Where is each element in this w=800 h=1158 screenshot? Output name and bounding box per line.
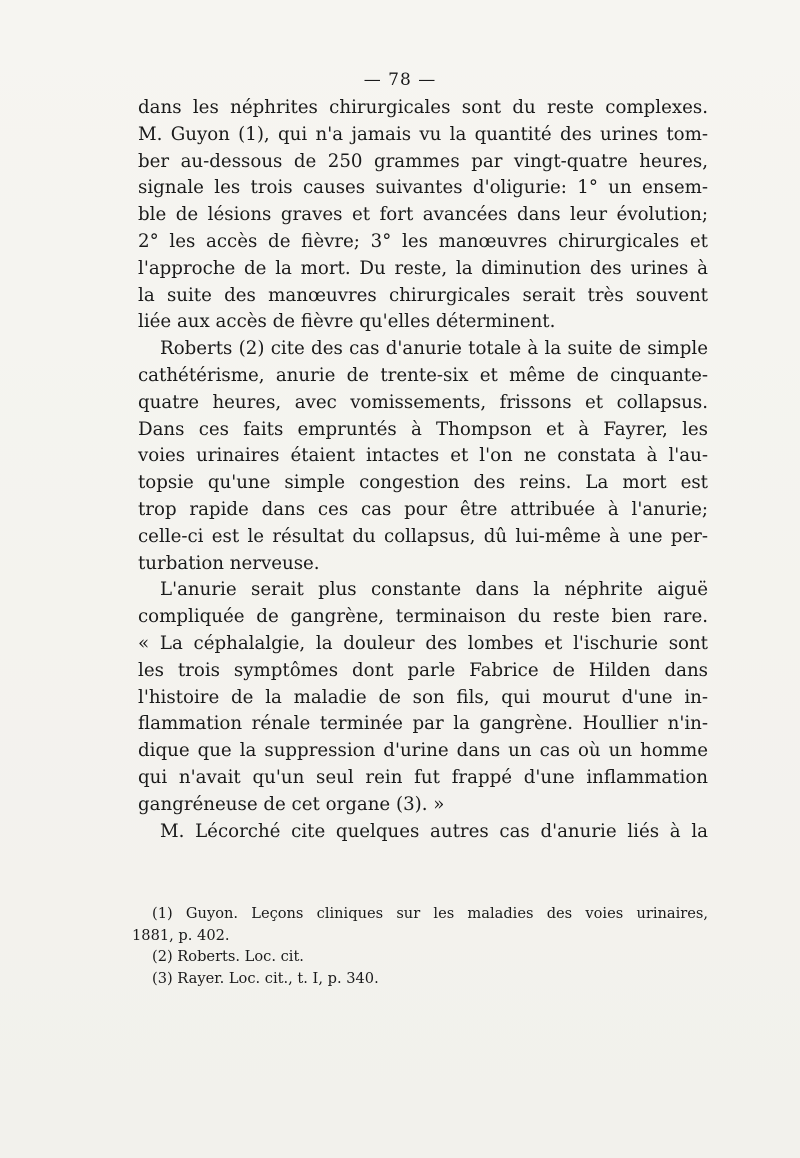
text-line: celle-ci est le résultat du collapsus, dû lui-même à une per- — [138, 525, 708, 547]
text-line: qui n'avait qu'un seul rein fut frappé d'une inflammation — [138, 766, 708, 788]
footnote-line: 1881, p. 402. — [132, 926, 230, 944]
text-line: Roberts (2) cite des cas d'anurie totale à la suite de simple — [160, 338, 708, 360]
body-text — [138, 95, 708, 845]
paragraph-3 — [138, 577, 708, 818]
text-line: Dans ces faits empruntés à Thompson et à Fayrer, les — [138, 418, 708, 440]
text-line: « La céphalalgie, la douleur des lombes et l'ischurie sont — [138, 632, 708, 654]
text-line: les trois symptômes dont parle Fabrice de Hilden dans — [138, 659, 708, 681]
footnote-line: (2) Roberts. Loc. cit. — [152, 948, 304, 965]
text-line: 2° les accès de fièvre; 3° les manœuvres chirurgicales et — [138, 230, 708, 252]
text-line: signale les trois causes suivantes d'oligurie: 1° un ensem- — [138, 177, 708, 199]
text-line: ble de lésions graves et fort avancées dans leur évolution; — [138, 204, 708, 226]
footnotes — [132, 903, 708, 989]
text-line: topsie qu'une simple congestion des reins. La mort est — [138, 472, 708, 494]
text-line: gangréneuse de cet organe (3). » — [138, 793, 445, 815]
footnote-2 — [132, 946, 708, 968]
text-line: trop rapide dans ces cas pour être attribuée à l'anurie; — [138, 498, 708, 520]
text-line: liée aux accès de fièvre qu'elles déterminent. — [138, 311, 556, 333]
text-line: M. Guyon (1), qui n'a jamais vu la quantité des urines tom- — [138, 123, 708, 145]
footnote-line: (1) Guyon. Leçons cliniques sur les maladies des voies urinaires, — [152, 905, 708, 922]
text-line: L'anurie serait plus constante dans la néphrite aiguë — [160, 579, 708, 601]
paragraph-4 — [138, 819, 708, 846]
text-line: flammation rénale terminée par la gangrène. Houllier n'in- — [138, 713, 708, 735]
text-line: l'histoire de la maladie de son fils, qui mourut d'une in- — [138, 686, 708, 708]
text-line: cathétérisme, anurie de trente-six et même de cinquante- — [138, 364, 708, 386]
text-line: l'approche de la mort. Du reste, la diminution des urines à — [138, 257, 708, 279]
text-line: dique que la suppression d'urine dans un cas où un homme — [138, 740, 708, 762]
text-line: turbation nerveuse. — [138, 552, 320, 574]
text-line: dans les néphrites chirurgicales sont du reste complexes. — [138, 97, 708, 118]
text-line: M. Lécorché cite quelques autres cas d'anurie liés à la — [160, 820, 708, 842]
footnote-1 — [132, 903, 708, 946]
footnote-3 — [132, 968, 708, 990]
text-line: voies urinaires étaient intactes et l'on ne constata à l'au- — [138, 445, 708, 467]
paragraph-2 — [138, 336, 708, 577]
paragraph-1 — [138, 95, 708, 336]
text-line: ber au-dessous de 250 grammes par vingt-quatre heures, — [138, 150, 708, 172]
text-line: compliquée de gangrène, terminaison du reste bien rare. — [138, 606, 708, 628]
footnote-line: (3) Rayer. Loc. cit., t. I, p. 340. — [152, 969, 379, 987]
page-number: — 78 — — [363, 70, 437, 90]
text-line: la suite des manœuvres chirurgicales serait très souvent — [138, 284, 708, 306]
text-line: quatre heures, avec vomissements, frissons et collapsus. — [138, 391, 708, 413]
